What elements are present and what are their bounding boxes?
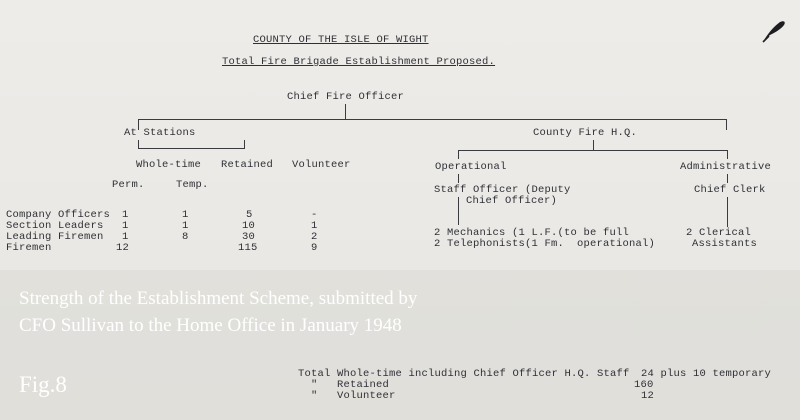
row-retained: 5	[246, 209, 253, 221]
connector	[458, 197, 459, 225]
col-wholetime: Whole-time	[136, 159, 202, 171]
connector-horizontal	[138, 119, 726, 120]
totals-wholetime-value: 24 plus 10 temporary	[641, 368, 772, 380]
totals-wholetime-label: Total Whole-time including Chief Officer H.Q. Staff	[298, 368, 630, 380]
clerical-cont: Assistants	[692, 238, 758, 250]
telephonists: 2 Telephonists(1 Fm. operational)	[434, 238, 656, 250]
connector	[345, 104, 346, 120]
col-volunteer: Volunteer	[292, 159, 351, 171]
connector	[727, 174, 728, 183]
row-rank: Firemen	[6, 242, 52, 254]
connector-horizontal	[138, 148, 245, 149]
row-retained: 10	[242, 220, 256, 232]
clerical: 2 Clerical	[686, 227, 752, 239]
administrative-label: Administrative	[680, 161, 772, 173]
operational-label: Operational	[435, 161, 507, 173]
col-temp: Temp.	[176, 179, 209, 191]
chief-fire-officer: Chief Fire Officer	[287, 91, 405, 103]
connector	[727, 197, 728, 227]
document-title: COUNTY OF THE ISLE OF WIGHT	[253, 34, 429, 46]
caption-line-1: Strength of the Establishment Scheme, submitted by	[19, 288, 418, 309]
row-volunteer: 2	[311, 231, 318, 243]
row-perm: 1	[122, 220, 129, 232]
row-volunteer: -	[311, 209, 318, 221]
document-subtitle: Total Fire Brigade Establishment Proposed.	[222, 56, 496, 68]
chief-clerk: Chief Clerk	[694, 184, 766, 196]
row-rank: Company Officers	[6, 209, 111, 221]
col-retained: Retained	[221, 159, 274, 171]
staff-officer-cont: Chief Officer)	[466, 195, 558, 207]
totals-volunteer-label: " Volunteer	[311, 390, 396, 402]
row-rank: Section Leaders	[6, 220, 104, 232]
connector	[726, 119, 727, 130]
county-hq-label: County Fire H.Q.	[533, 127, 638, 139]
row-perm: 1	[122, 231, 129, 243]
col-perm: Perm.	[112, 179, 145, 191]
connector	[593, 140, 594, 150]
mechanics: 2 Mechanics (1 L.F.(to be full	[434, 227, 630, 239]
connector-horizontal	[458, 150, 728, 151]
connector	[138, 140, 139, 148]
row-temp: 1	[182, 220, 189, 232]
connector	[727, 150, 728, 159]
row-temp: 1	[182, 209, 189, 221]
staff-officer: Staff Officer (Deputy	[434, 184, 571, 196]
connector	[244, 140, 245, 148]
totals-volunteer-value: 12	[641, 390, 655, 402]
row-retained: 30	[242, 231, 256, 243]
figure-label: Fig.8	[19, 372, 67, 397]
row-retained: 115	[238, 242, 258, 254]
at-stations-label: At Stations	[124, 127, 196, 139]
connector	[458, 174, 459, 183]
row-volunteer: 9	[311, 242, 318, 254]
row-perm: 1	[122, 209, 129, 221]
quill-logo-icon	[760, 16, 788, 44]
caption-line-2: CFO Sullivan to the Home Office in January 1948	[19, 315, 402, 336]
totals-retained-label: " Retained	[311, 379, 390, 391]
row-temp: 8	[182, 231, 189, 243]
connector	[458, 150, 459, 159]
row-volunteer: 1	[311, 220, 318, 232]
row-rank: Leading Firemen	[6, 231, 104, 243]
totals-retained-value: 160	[634, 379, 654, 391]
row-perm: 12	[116, 242, 130, 254]
